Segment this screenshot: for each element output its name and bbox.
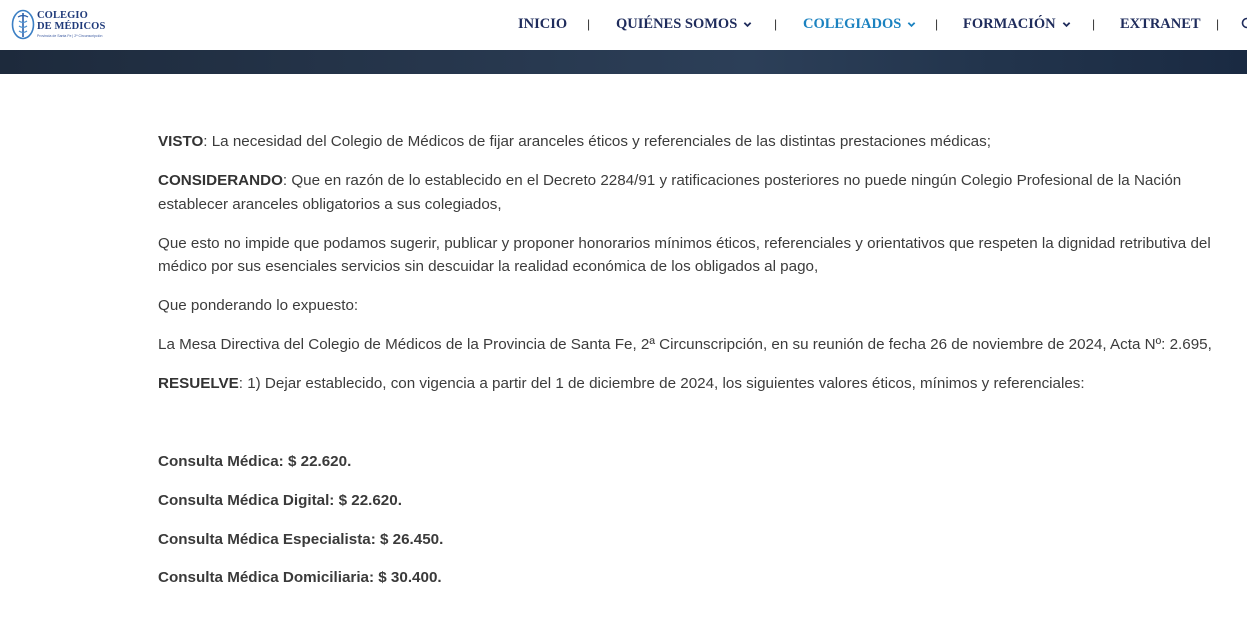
paragraph-considerando	[158, 169, 1238, 216]
site-header	[0, 0, 1247, 50]
logo-line-1: COLEGIO	[37, 9, 88, 21]
search-icon[interactable]	[1240, 17, 1247, 30]
resuelve-text: : 1) Dejar establecido, con vigencia a partir del 1 de diciembre de 2024, los siguientes valores éticos, mínimos y referenciales:	[238, 375, 1085, 392]
nav-item-colegiados[interactable]: COLEGIADOS	[803, 15, 916, 33]
resolution-content	[158, 130, 1238, 605]
logo-subtitle: Provincia de Santa Fe | 2ª Circunscripción	[37, 33, 103, 38]
price-consulta-digital: Consulta Médica Digital: $ 22.620.	[158, 491, 402, 509]
chevron-down-icon	[1062, 20, 1071, 29]
visto-label: VISTO	[158, 133, 204, 150]
nav-item-formacion[interactable]: FORMACIÓN	[963, 15, 1071, 33]
price-consulta-domiciliaria: Consulta Médica Domiciliaria: $ 30.400.	[158, 569, 442, 587]
considerando-text: : Que en razón de lo establecido en el Decreto 2284/91 y ratificaciones posteriores no puede ningún Colegio Profesional de la Nación establecer aranceles obligatorios a sus colegiados,	[158, 172, 1182, 213]
nav-item-quienes-somos[interactable]: QUIÉNES SOMOS	[616, 15, 752, 33]
resuelve-label: RESUELVE	[158, 375, 239, 392]
logo-line-2: DE MÉDICOS	[37, 21, 106, 33]
nav-separator: |	[1092, 17, 1096, 31]
nav-separator: |	[587, 17, 591, 31]
nav-separator: |	[774, 17, 778, 31]
paragraph-resuelve	[158, 372, 1238, 396]
nav-separator: |	[1216, 17, 1220, 31]
paragraph-ponderando: Que ponderando lo expuesto:	[158, 297, 359, 314]
paragraph-honorarios: Que esto no impide que podamos sugerir, publicar y proponer honorarios mínimos éticos, referenciales y orientativos que respeten la dignidad retributiva del médico por sus esenciales servicios sin descuidar la realidad económica de los obligados al pago,	[158, 234, 1211, 275]
chevron-down-icon	[907, 20, 916, 29]
paragraph-visto	[158, 130, 1238, 154]
hero-banner	[0, 50, 1247, 74]
nav-separator: |	[935, 17, 939, 31]
main-nav	[0, 0, 1247, 50]
paragraph-mesa-directiva: La Mesa Directiva del Colegio de Médicos de la Provincia de Santa Fe, 2ª Circunscripción, en su reunión de fecha 26 de noviembre de 2024, Acta Nº: 2.695,	[158, 336, 1212, 353]
considerando-label: CONSIDERANDO	[158, 172, 283, 189]
spacer	[158, 411, 1238, 450]
price-consulta-especialista: Consulta Médica Especialista: $ 26.450.	[158, 530, 444, 548]
price-consulta-medica: Consulta Médica: $ 22.620.	[158, 453, 352, 470]
chevron-down-icon	[743, 20, 752, 29]
nav-item-inicio[interactable]: INICIO	[518, 16, 568, 32]
nav-item-extranet[interactable]: EXTRANET	[1120, 16, 1201, 32]
visto-text: : La necesidad del Colegio de Médicos de fijar aranceles éticos y referenciales de las distintas prestaciones médicas;	[203, 133, 991, 150]
